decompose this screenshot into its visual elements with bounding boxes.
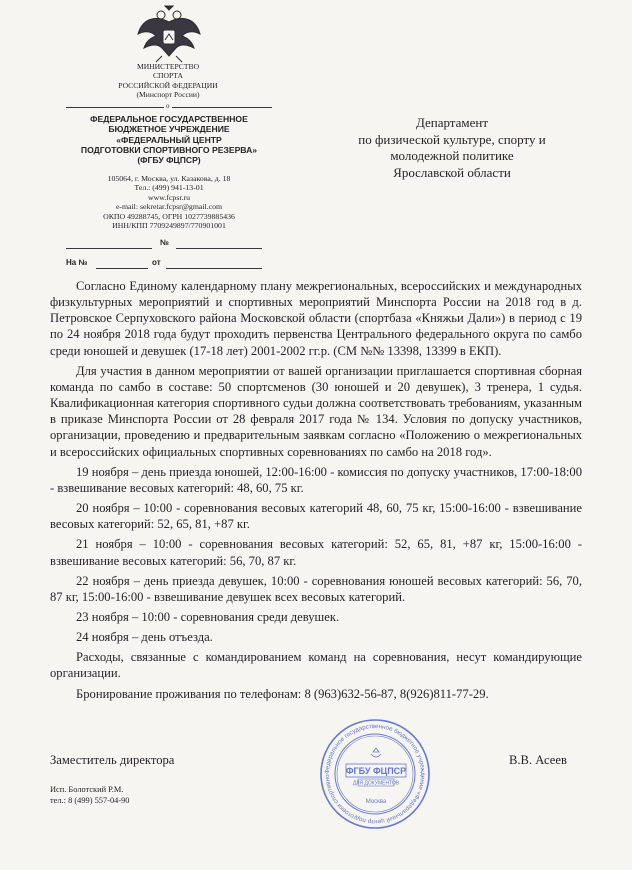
stamp-bottom-text: ДЛЯ ДОКУМЕНТОВ: [352, 780, 400, 787]
reference-from: от: [152, 258, 161, 267]
org-line: «ФЕДЕРАЛЬНЫЙ ЦЕНТР: [116, 134, 222, 145]
org-line: ФЕДЕРАЛЬНОЕ ГОСУДАРСТВЕННОЕ: [90, 114, 248, 124]
official-stamp-icon: [318, 718, 432, 830]
org-line: (ФГБУ ФЦПСР): [137, 155, 201, 166]
ministry-line: РОССИЙСКОЙ ФЕДЕРАЦИИ: [118, 80, 218, 90]
schedule-item: 22 ноября – день приезда девушек, 10:00 - соревнования юношей весовых категорий: 56, 70, 87 кг, 15:00-16:00 - взвешивание девушек всех весовых категорий.: [50, 573, 582, 604]
org-line: БЮДЖЕТНОЕ УЧРЕЖДЕНИЕ: [108, 124, 230, 135]
addressee-line: по физической культуре, спорту и: [358, 131, 546, 147]
website-line: www.fcpsr.ru: [148, 192, 190, 202]
ministry-line: МИНИСТЕРСТВО: [136, 62, 200, 71]
stamp-city-text: Москва: [365, 799, 387, 805]
reference-number-line: [96, 268, 148, 269]
addressee-line: Департамент: [415, 115, 489, 130]
reference-date-line: [166, 268, 262, 269]
executor-phone: тел.: 8 (499) 557-04-90: [50, 796, 130, 805]
signatory-name: В.В. Асеев: [509, 753, 567, 767]
addressee-line: молодежной политике: [390, 148, 514, 163]
ministry-line: СПОРТА: [152, 71, 184, 81]
schedule-item: 20 ноября – 10:00 - соревнования весовых категорий 48, 60, 75 кг, 15:00-16:00 - взвешивание весовых категорий: 52, 65, 81, +87 кг.: [50, 501, 582, 532]
divider-mark: о: [166, 102, 170, 110]
body-paragraph: Для участия в данном мероприятии от вашей организации приглашается спортивная сборная команда по самбо в составе: 50 спортсменов (30 юношей и 20 девушек), 3 тренера, 1 судья. Квалификационная категория спортивного судьи должна соответствовать требованиям, указанным в приказе Минспорта России от 28 февраля 2017 года № 134. Условия по допуску участников, организации, проведению и предварительным заявкам согласно «Положению о межрегиональных и всероссийских официальных спортивных соревнованиях по самбо на 2018 год».: [50, 363, 582, 459]
body-paragraph: Бронирование проживания по телефонам: 8 (963)632-56-87, 8(926)811-77-29.: [76, 686, 489, 701]
number-sign: №: [160, 238, 169, 247]
inn-line: ИНН/КПП 7709249897/770901001: [112, 221, 226, 231]
contact-block: [62, 174, 276, 230]
executor-block: [50, 784, 129, 806]
body-paragraph: Согласно Единому календарному плану межрегиональных, всероссийских и международных физкультурных мероприятий и спортивных мероприятий Минспорта России на 2018 год в д. Петровское Серпуховского района Московской области (спортбаза «Княжьи Дали») в период с 19 по 24 ноября 2018 года будут проходить первенства Центрального федерального округа по самбо среди юношей и девушек (17-18 лет) 2001-2002 гг.р. (СМ №№ 13398, 13399 в ЕКП).: [50, 279, 582, 358]
org-line: ПОДГОТОВКИ СПОРТИВНОГО РЕЗЕРВА»: [80, 144, 258, 155]
addressee-line: Ярославской области: [393, 164, 511, 180]
phone-line: Тел.: (499) 941-13-01: [134, 183, 204, 193]
okpo-line: ОКПО 49288745, ОГРН 1027739885436: [103, 211, 235, 221]
letter-body: [50, 278, 582, 702]
signatory-title: Заместитель директора: [50, 753, 175, 767]
reference-prefix: На №: [66, 258, 88, 267]
schedule-item: 19 ноября – день приезда юношей, 12:00-16:00 - комиссия по допуску участников, 17:00-18:00 - взвешивание весовых категорий: 48, 60, 75 кг.: [50, 464, 582, 495]
ministry-line: (Минспорт России): [136, 90, 200, 100]
schedule-item: 23 ноября – 10:00 - соревнования среди девушек.: [76, 609, 340, 624]
addressee-block: [322, 115, 582, 181]
schedule-item: 21 ноября – 10:00 - соревнования весовых категорий: 52, 65, 81, +87 кг, 15:00-16:00 - взвешивание весовых категорий: 56, 70, 87 кг.: [50, 537, 582, 568]
ministry-block: [78, 62, 258, 100]
coat-of-arms-icon: [134, 4, 204, 64]
schedule-item: 24 ноября – день отъезда.: [76, 630, 213, 645]
outgoing-number-line: [176, 248, 262, 249]
address-line: 105064, г. Москва, ул. Казакова, д. 18: [107, 174, 231, 183]
email-line: e-mail: sekretar.fcpsr@gmail.com: [115, 202, 223, 212]
executor-name: Исп. Болотский Р.М.: [50, 785, 124, 794]
stamp-center-text: ФГБУ ФЦПСР: [345, 766, 407, 776]
stamp-ring-path: Федеральное государственное бюджетное учреждение «Федеральный центр подготовки спортивно: [323, 722, 427, 826]
outgoing-date-line: [66, 248, 152, 249]
organization-name: [62, 114, 276, 165]
body-paragraph: Расходы, связанные с командированием команд на соревнования, несут командирующие организации.: [50, 650, 582, 681]
